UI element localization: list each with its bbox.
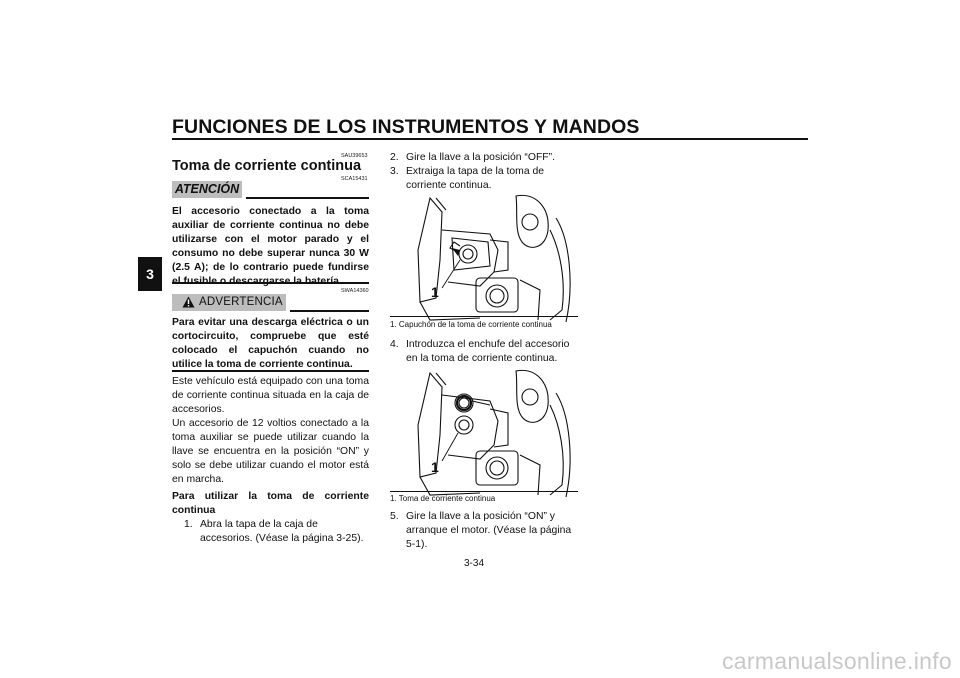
step-number: 1. bbox=[184, 519, 193, 530]
step-list-right-middle bbox=[390, 338, 582, 366]
figure1-caption-rule bbox=[390, 316, 578, 317]
figure1-caption: 1. Capuchón de la toma de corriente continua bbox=[390, 320, 552, 329]
step-text: Introduzca el enchufe del accesorio en la toma de corriente continua. bbox=[406, 339, 570, 364]
chapter-tab: 3 bbox=[138, 257, 162, 291]
step-list-right-bottom bbox=[390, 510, 582, 552]
warning-triangle-icon bbox=[182, 296, 195, 308]
step-number: 4. bbox=[390, 339, 399, 350]
step-number: 3. bbox=[390, 165, 399, 177]
step-number: 2. bbox=[390, 152, 399, 163]
section-title: Toma de corriente continua bbox=[172, 158, 362, 174]
step-list-left bbox=[184, 518, 369, 546]
watermark[interactable]: carmanualsonline.info bbox=[721, 648, 952, 674]
warning-bottom-rule bbox=[172, 370, 369, 372]
page-number: 3-34 bbox=[464, 558, 485, 569]
figure1-callout: 1 bbox=[431, 284, 439, 300]
caution-bottom-rule bbox=[172, 282, 369, 284]
figure-socket bbox=[390, 365, 578, 515]
list-item bbox=[390, 151, 582, 165]
step-text: Gire la llave a la posición “ON” y arranque el motor. (Véase la página 5-1). bbox=[406, 511, 572, 550]
step-number: 5. bbox=[390, 511, 399, 522]
socket-cap-illustration bbox=[390, 190, 578, 340]
warning-label-text: ADVERTENCIA bbox=[199, 296, 283, 308]
list-item bbox=[390, 510, 582, 552]
caution-label: ATENCIÓN bbox=[172, 181, 242, 198]
figure2-caption-rule bbox=[390, 491, 578, 492]
caution-text: El accesorio conectado a la toma auxiliar de corriente continua no debe utilizarse con el motor parado y el consumo no debe superar nunca 30 W (2.5 A); de lo contrario puede fundirse bbox=[172, 206, 369, 273]
page-header-title: FUNCIONES DE LOS INSTRUMENTOS Y MANDOS bbox=[172, 116, 640, 138]
warning-text: Para evitar una descarga eléctrica o un cortocircuito, compruebe que esté colocado el capuchón cuando no utilice la toma de corriente continua. bbox=[172, 317, 369, 370]
step-text: Abra la tapa de la caja de accesorios. (Véase la página 3-25). bbox=[200, 519, 364, 544]
step-text: Gire la llave a la posición “OFF”. bbox=[406, 152, 555, 163]
caution-label-line bbox=[246, 197, 369, 199]
warning-label-line bbox=[290, 310, 369, 312]
list-item bbox=[390, 338, 582, 366]
socket-illustration bbox=[390, 365, 578, 515]
list-item bbox=[390, 165, 582, 193]
figure-socket-cap bbox=[390, 190, 578, 340]
caution-code: SCA15431 bbox=[341, 176, 368, 182]
step-list-right-top bbox=[390, 151, 582, 193]
step-text: Extraiga la tapa de la toma de corriente continua. bbox=[406, 165, 545, 191]
section-code: SAU39653 bbox=[341, 153, 368, 159]
warning-code: SWA14360 bbox=[341, 288, 369, 294]
figure2-caption: 1. Toma de corriente continua bbox=[390, 494, 496, 503]
body-paragraph-1: Este vehículo está equipado con una toma de corriente continua situada en la caja de accesorios. bbox=[172, 376, 369, 415]
warning-label bbox=[172, 294, 286, 311]
procedure-subheading: Para utilizar la toma de corriente continua bbox=[172, 491, 369, 516]
list-item bbox=[184, 518, 369, 546]
header-rule bbox=[172, 138, 808, 140]
figure2-callout: 1 bbox=[431, 459, 439, 475]
body-paragraph-2: Un accesorio de 12 voltios conectado a la toma auxiliar se puede utilizar cuando la llave se encuentra en la posición “ON” y solo se debe utilizar cuando el motor está en marcha. bbox=[172, 418, 369, 485]
